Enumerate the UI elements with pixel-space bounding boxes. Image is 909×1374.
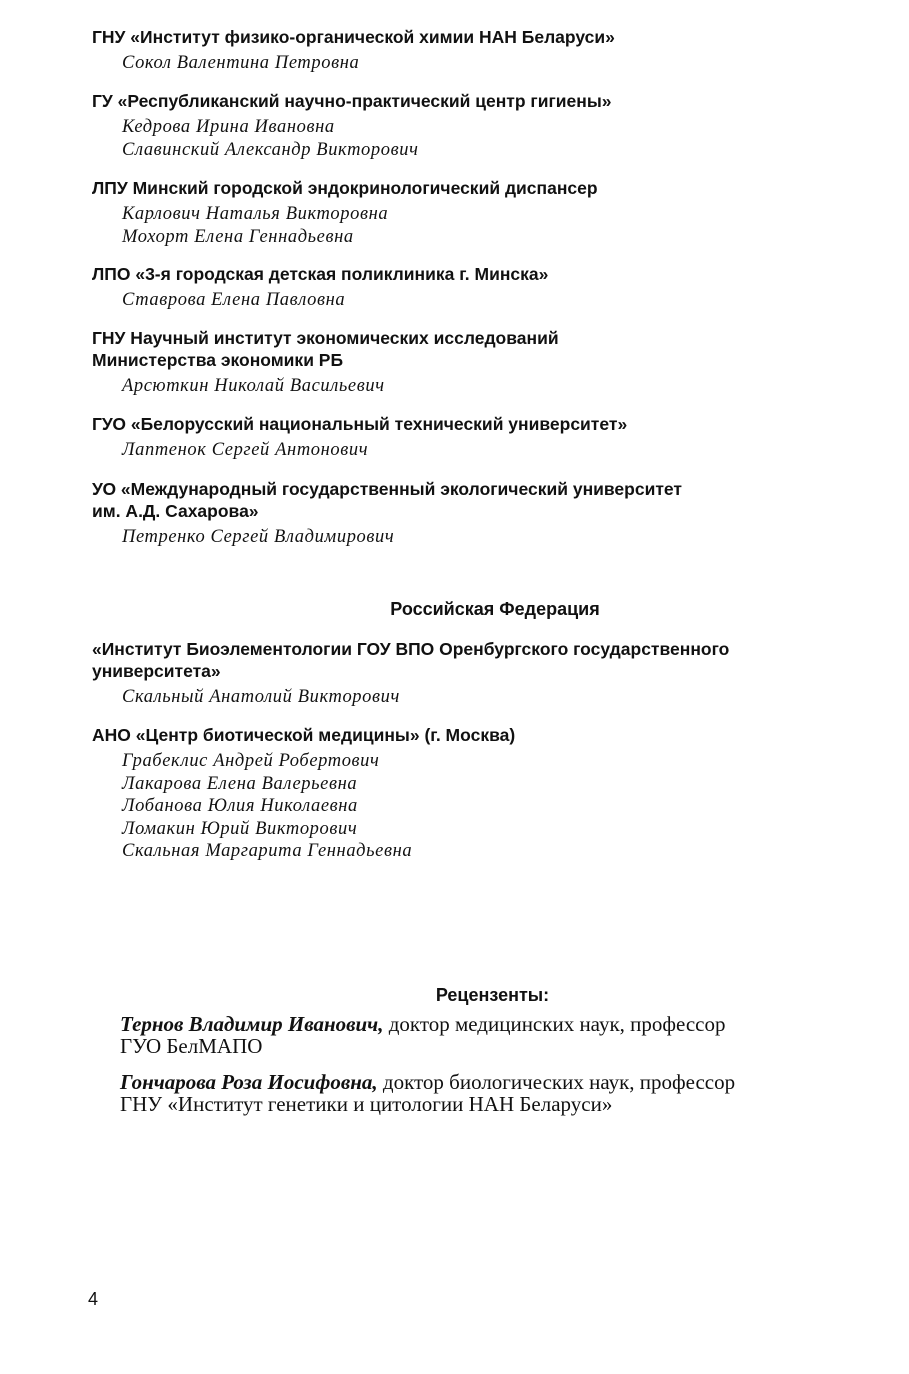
person-name: Грабеклис Андрей Робертович [122,751,380,771]
organization-name: ГНУ «Институт физико-органической химии НАН Беларуси» [92,27,615,47]
organization-entry [92,724,832,863]
organization-name: ГУО «Белорусский национальный технический университет» [92,414,628,434]
people-list [122,116,832,161]
person-name: Ставрова Елена Павловна [122,290,346,310]
person-name: Сокол Валентина Петровна [122,53,360,73]
person-name: Петренко Сергей Владимирович [122,527,395,547]
organization-entry [92,638,852,709]
people-list [122,526,832,549]
reviewer-affiliation: ГУО БелМАПО [120,1034,263,1058]
person-name: Лаптенок Сергей Антонович [122,440,369,460]
organization-name-line2: университета» [92,661,221,681]
organization-entry [92,327,832,398]
organization-name-line2: им. А.Д. Сахарова» [92,501,259,521]
person-name: Лобанова Юлия Николаевна [122,796,358,816]
people-list [122,203,832,248]
organization-entry [92,26,832,75]
person-name: Мохорт Елена Геннадьевна [122,226,354,247]
person-name: Кедрова Ирина Ивановна [122,117,335,137]
people-list [122,686,852,709]
reviewer-name: Гончарова Роза Иосифовна, [120,1070,378,1094]
organization-name: ГУ «Республиканский научно-практический центр гигиены» [92,91,612,111]
organization-name-line1: «Институт Биоэлементологии ГОУ ВПО Оренбургского государственного [92,639,730,659]
people-list [122,289,832,312]
person-name: Лакарова Елена Валерьевна [122,773,358,794]
reviewer-entry [120,1071,840,1115]
organization-name-line1: УО «Международный государственный экологический университет [92,479,682,499]
people-list [122,52,832,75]
people-list [122,750,832,863]
people-list [122,439,832,462]
person-name: Славинский Александр Викторович [122,139,419,160]
organization-name: ЛПО «3-я городская детская поликлиника г. Минска» [92,264,549,284]
section-title: Российская Федерация [390,599,600,619]
reviewer-credentials: доктор медицинских наук, профессор [383,1012,726,1036]
reviewer-affiliation: ГНУ «Институт генетики и цитологии НАН Беларуси» [120,1092,613,1116]
reviewer-name: Тернов Владимир Иванович, [120,1012,384,1036]
reviewers-title: Рецензенты: [435,985,550,1005]
organization-name: ЛПУ Минский городской эндокринологический диспансер [92,178,598,198]
person-name: Арсюткин Николай Васильевич [122,376,385,396]
organization-name-line1: ГНУ Научный институт экономических исследований [92,328,559,348]
reviewer-entry [120,1013,840,1057]
page-number: 4 [88,1289,99,1309]
organization-name-line2: Министерства экономики РБ [92,350,344,370]
person-name: Карлович Наталья Викторовна [122,204,389,224]
organization-name: АНО «Центр биотической медицины» (г. Москва) [92,725,516,745]
organization-entry [92,263,832,312]
people-list [122,375,832,398]
organization-entry [92,413,832,462]
person-name: Ломакин Юрий Викторович [122,818,358,839]
person-name: Скальный Анатолий Викторович [122,687,400,707]
organization-entry [92,90,832,161]
person-name: Скальная Маргарита Геннадьевна [122,841,413,861]
reviewer-credentials: доктор биологических наук, профессор [377,1070,736,1094]
organization-entry [92,478,832,549]
organization-entry [92,177,832,248]
